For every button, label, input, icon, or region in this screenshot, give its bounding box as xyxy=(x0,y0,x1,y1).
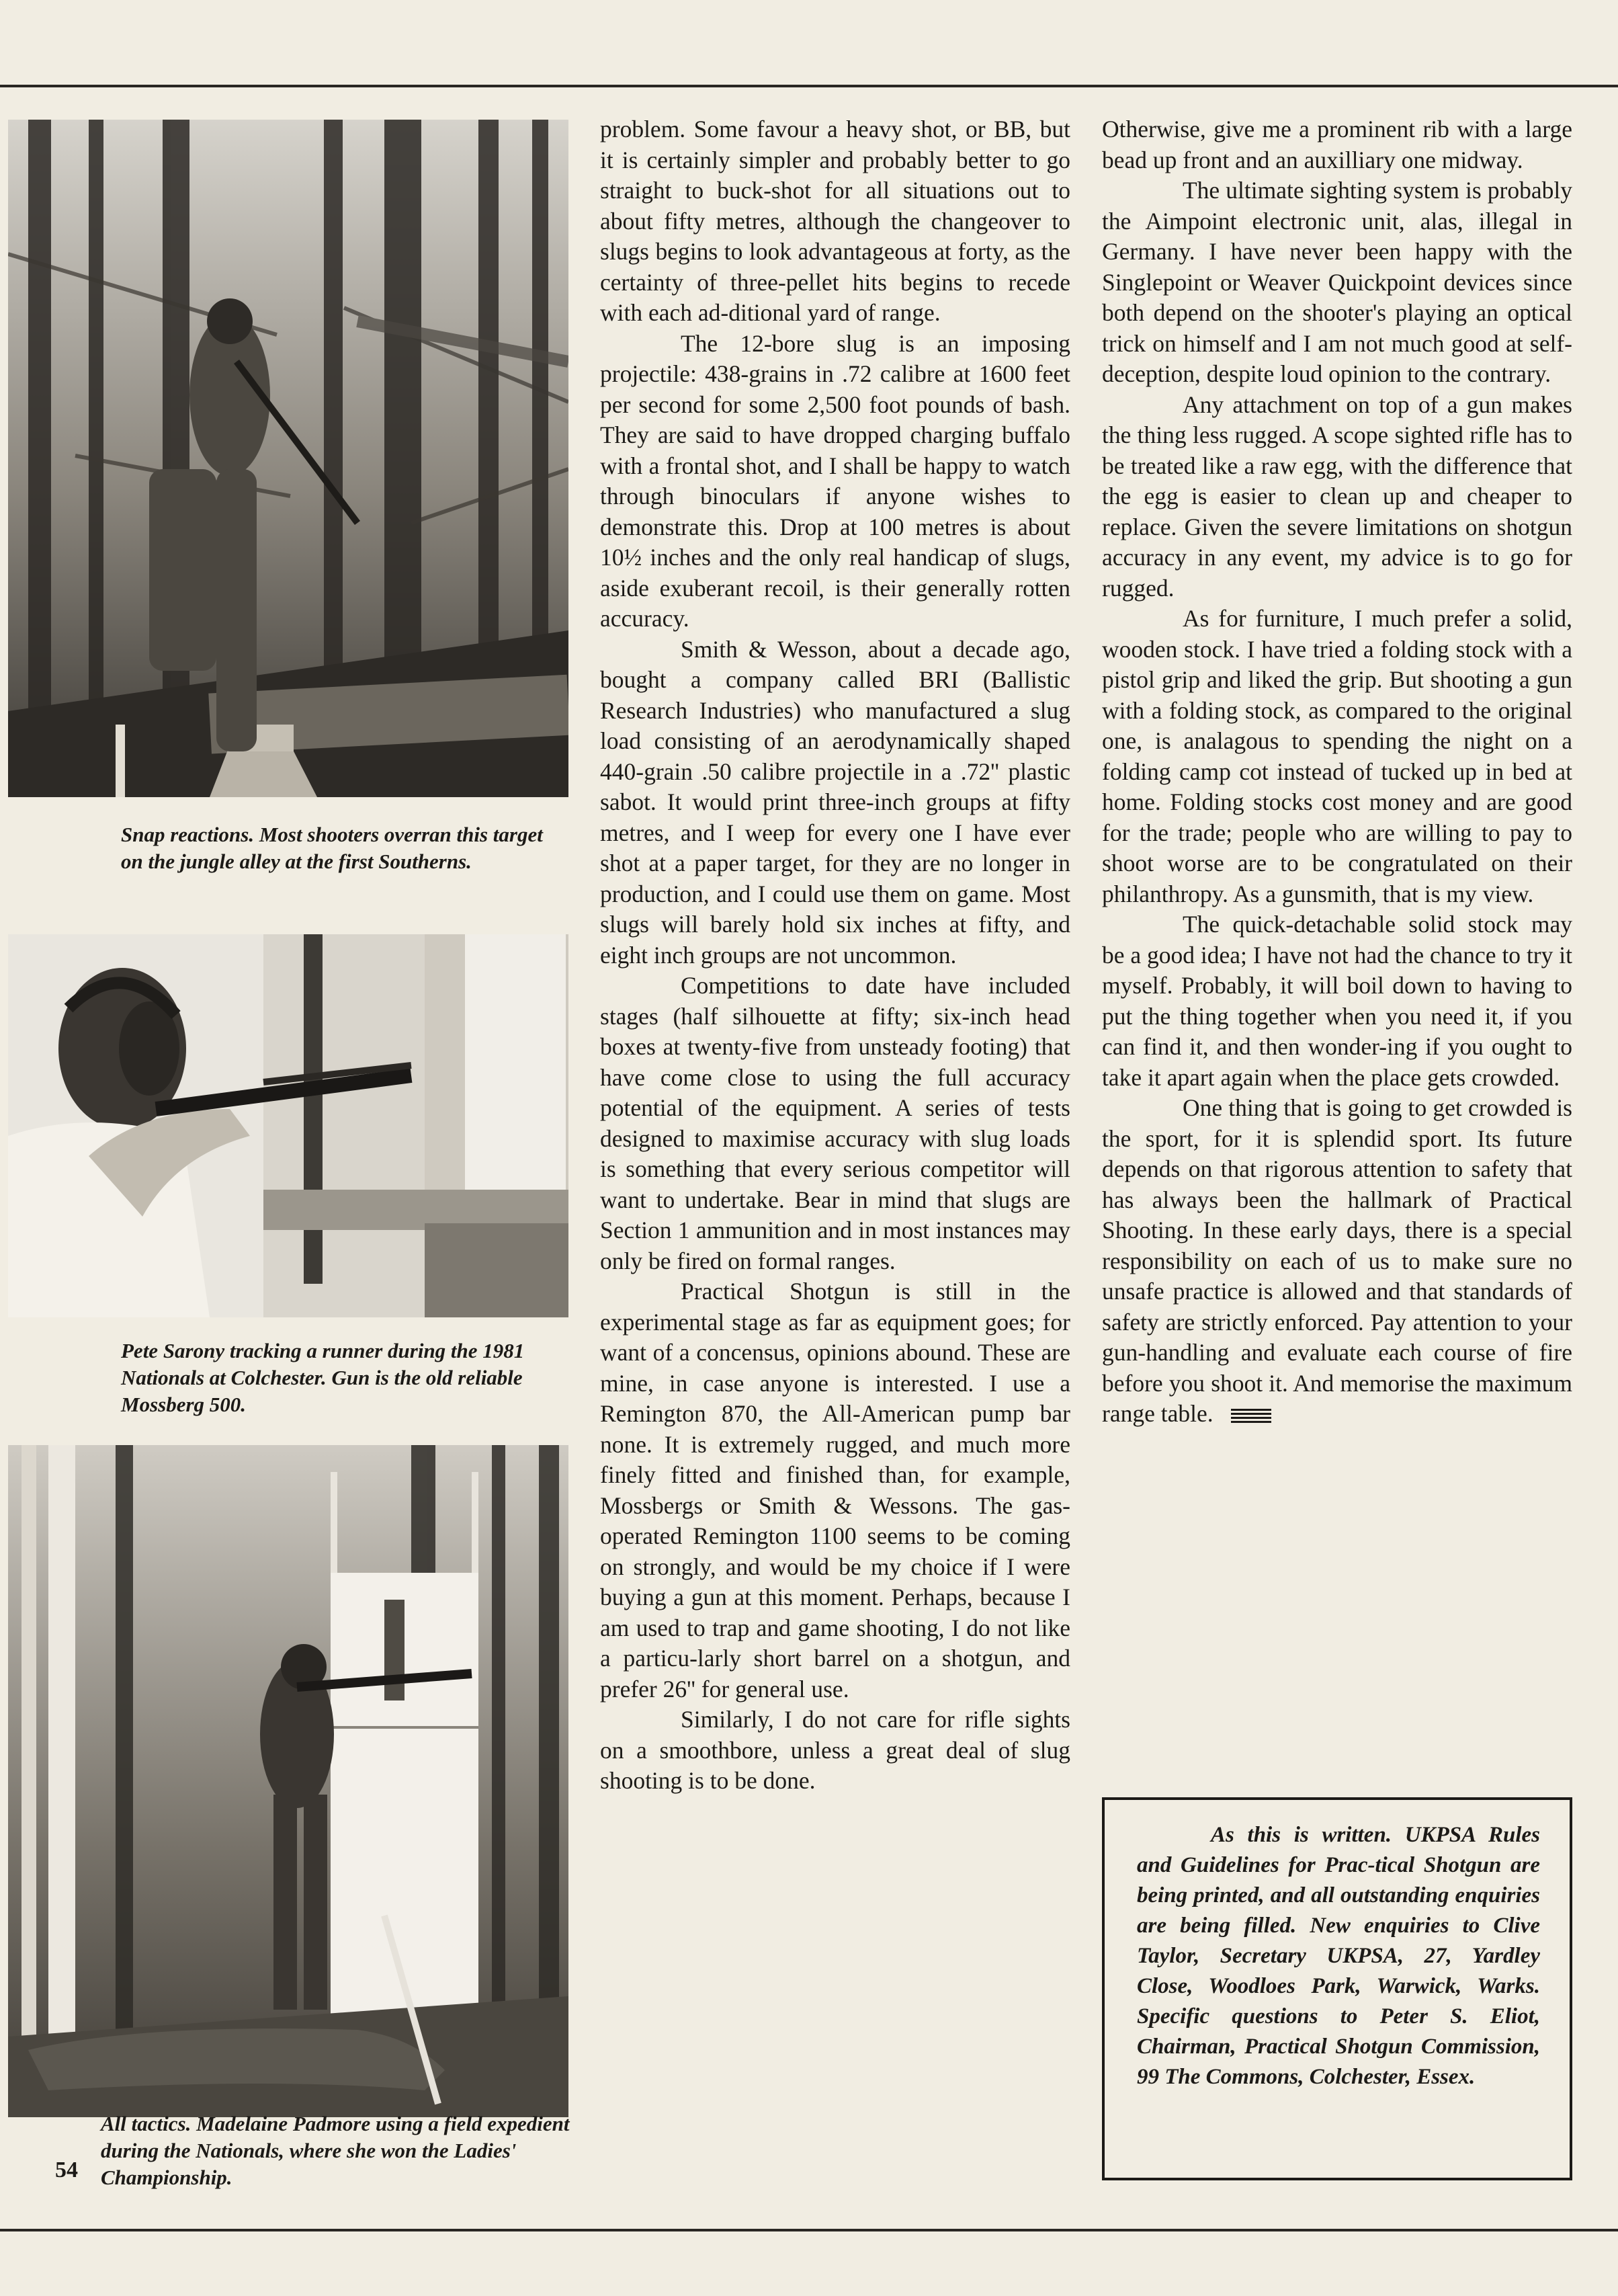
notice-text: As this is written. UKPSA Rules and Guidelines for Prac-tical Shotgun are being printed, and all outstanding enquiries are being filled. New enquiries to Clive Taylor, Secretary UKPSA, 27, Yardley Close, Woodloes Park, Warwick, Warks. Specific questions to Peter S. Eliot, Chairman, Practical Shotgun Commission, 99 The Commons, Colchester, Essex. xyxy=(1137,1823,1540,2089)
paragraph: As for furniture, I much prefer a solid, wooden stock. I have tried a folding stock with a pistol grip and liked the grip. But shooting a gun with a folding stock, as compared to the original one, is analagous to spending the night on a folding camp cot instead of tucked up in bed at home. Folding stocks cost money and are good for the trade; people who are willing to pay to shoot worse are to be congratulated on their philanthropy. As a gunsmith, that is my view. xyxy=(1102,605,1572,907)
photo-snap-reactions xyxy=(8,120,568,797)
paragraph: Smith & Wesson, about a decade ago, bought a company called BRI (Ballistic Research Industries) who manufactured a slug load consisting of an aerodynamically shaped 440-grain .50 calibre projectile in a .72'' plastic sabot. It would print three-inch groups at fifty metres, and I weep for every one I have ever shot at a paper target, for they are no longer in production, and I could use them on game. Most slugs will barely hold six inches at fifty, and eight inch groups are not uncommon. xyxy=(600,635,1070,969)
photo-caption: Pete Sarony tracking a runner during the 1981 Nationals at Colchester. Gun is the old reliable Mossberg 500. xyxy=(121,1339,525,1416)
bottom-rule xyxy=(0,2229,1618,2231)
photo-caption: All tactics. Madelaine Padmore using a field expedient during the Nationals, where she won the Ladies' Championship. xyxy=(101,2112,570,2189)
paragraph-final xyxy=(1102,1093,1572,1430)
page-number: 54 xyxy=(55,2158,78,2182)
notice-box xyxy=(1102,1797,1572,2180)
paragraph: problem. Some favour a heavy shot, or BB, but it is certainly simpler and probably better to go straight to buck-shot for all situations out to about fifty metres, although the changeover to slugs begins to look advantageous at forty, as the certainty of three-pellet hits begins to recede with each ad-ditional yard of range. xyxy=(600,116,1070,326)
paragraph-text: One thing that is going to get crowded is the sport, for it is splendid sport. Its future depends on that rigorous attention to safety that has always been the hallmark of Practical Shooting. In these early days, there is a special responsibility on each of us to make sure no unsafe practice is allowed and that standards of safety are strictly enforced. Pay attention to your gun-handling and evaluate each course of fire before you shoot it. And memorise the maximum range table. xyxy=(1102,1094,1572,1427)
paragraph: Practical Shotgun is still in the experimental stage as far as equipment goes; for want of a concensus, opinions abound. These are mine, in case anyone is interested. I use a Remington 870, the All-American pump bar none. It is extremely rugged, and much more finely fitted and finished than, for example, Mossbergs or Smith & Wessons. The gas-operated Remington 1100 seems to be coming on strongly, and would be my choice if I were buying a gun at this moment. Perhaps, because I am used to trap and game shooting, I do not like a particu-larly short barrel on a shotgun, and prefer 26'' for general use. xyxy=(600,1278,1070,1703)
photo-caption: Snap reactions. Most shooters overran this target on the jungle alley at the first Southerns. xyxy=(121,823,543,873)
top-rule xyxy=(0,85,1618,87)
text-column-middle xyxy=(600,114,1070,1797)
photo-madelaine-padmore xyxy=(8,1445,568,2117)
paragraph: The quick-detachable solid stock may be a good idea; I have not had the chance to try it myself. Probably, it will boil down to having to put the thing together when you need it, if you can find it, and then wonder-ing if you ought to take it apart again when the place gets crowded. xyxy=(1102,911,1572,1091)
paragraph: Competitions to date have included stages (half silhouette at fifty; six-inch head boxes at twenty-five from unsteady footing) that have come close to using the full accuracy potential of the equipment. A series of tests designed to maximise accuracy with slug loads is something that every serious competitor will want to undertake. Bear in mind that slugs are Section 1 ammunition and in most instances may only be fired on formal ranges. xyxy=(600,972,1070,1274)
paragraph: Similarly, I do not care for rifle sights on a smoothbore, unless a great deal of slug shooting is to be done. xyxy=(600,1706,1070,1794)
paragraph: The ultimate sighting system is probably the Aimpoint electronic unit, alas, illegal in Germany. I have never been happy with the Singlepoint or Weaver Quickpoint devices since both depend on the shooter's playing an optical trick on himself and I am not much good at self-deception, despite loud opinion to the contrary. xyxy=(1102,177,1572,387)
photo-pete-sarony xyxy=(8,934,568,1317)
end-of-article-icon xyxy=(1231,1409,1271,1424)
text-column-right xyxy=(1102,114,1572,1430)
paragraph: The 12-bore slug is an imposing projectile: 438-grains in .72 calibre at 1600 feet per second for some 2,500 foot pounds of bash. They are said to have dropped charging buffalo with a frontal shot, and I shall be happy to watch through binoculars if anyone wishes to demonstrate this. Drop at 100 metres is about 10½ inches and the only real handicap of slugs, aside exuberant recoil, is their generally rotten accuracy. xyxy=(600,329,1070,632)
paragraph: Any attachment on top of a gun makes the thing less rugged. A scope sighted rifle has to be treated like a raw egg, with the difference that the egg is easier to clean up and cheaper to replace. Given the severe limitations on shotgun accuracy in any event, my advice is to go for rugged. xyxy=(1102,391,1572,602)
paragraph: Otherwise, give me a prominent rib with a large bead up front and an auxilliary one midway. xyxy=(1102,116,1572,173)
